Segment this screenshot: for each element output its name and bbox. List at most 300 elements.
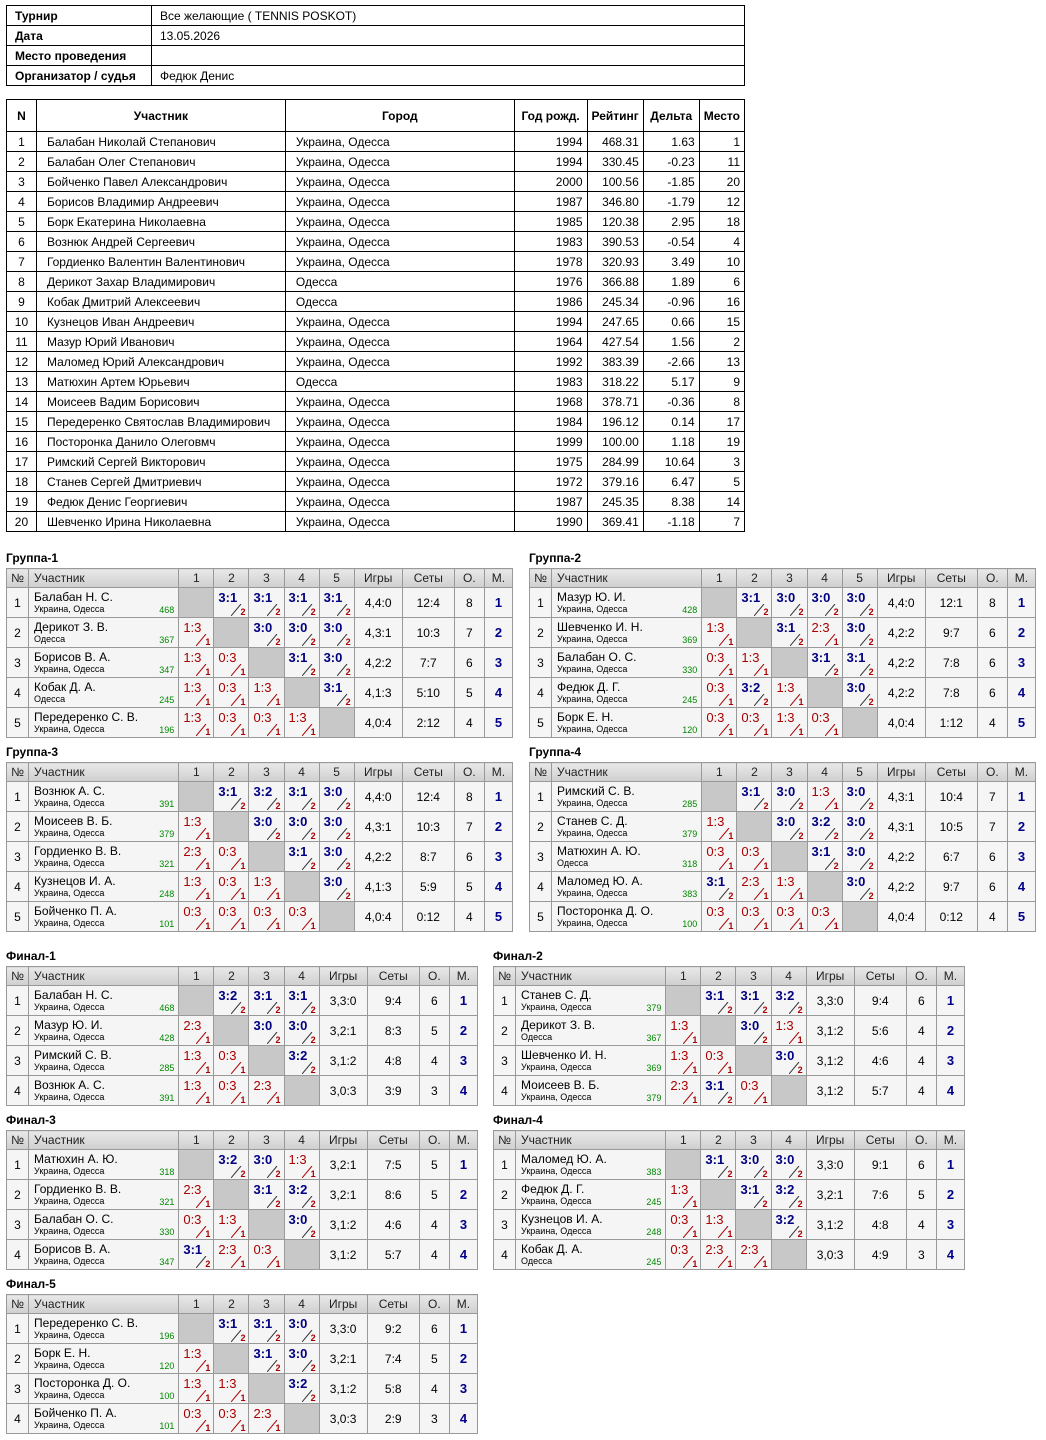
match-points: 1 [275, 1095, 281, 1105]
match-points: 2 [310, 831, 316, 841]
score-value: 1:3 [183, 620, 202, 635]
player-cell [552, 812, 702, 842]
player-name: Мазур Ю. И. [34, 1018, 103, 1032]
games-cell: 3,2:1 [319, 1150, 367, 1180]
games-cell: 4,0:4 [877, 902, 925, 932]
score-cell [737, 588, 772, 618]
points-cell: 7 [977, 782, 1007, 812]
players-cell: 20 [699, 172, 744, 192]
players-cell: 2 [7, 152, 37, 172]
info-row [7, 46, 745, 66]
score-cell [179, 1076, 214, 1106]
group-col-header: М. [1007, 569, 1035, 588]
player-city: Украина, Одесса [557, 724, 628, 734]
score-cell [284, 1374, 319, 1404]
games-cell: 3,1:2 [806, 1046, 854, 1076]
score-cell [807, 812, 842, 842]
row-number: 3 [530, 648, 552, 678]
score-cell [179, 902, 214, 932]
score-value: 1:3 [288, 1152, 307, 1167]
score-cell [771, 1150, 806, 1180]
games-cell: 4,0:4 [877, 708, 925, 738]
player-rating: 330 [159, 1227, 175, 1237]
player-name: Передеренко С. В. [34, 1316, 139, 1330]
player-name: Балабан О. С. [557, 650, 637, 664]
player-cell [29, 1046, 179, 1076]
sets-cell: 12:1 [925, 588, 977, 618]
match-points: 1 [798, 921, 804, 931]
group-title: Группа-4 [529, 745, 582, 759]
row-number: 4 [530, 872, 552, 902]
match-points: 1 [205, 1065, 211, 1075]
players-cell: Украина, Одесса [285, 492, 514, 512]
row-number: 4 [7, 678, 29, 708]
points-cell: 5 [419, 1016, 449, 1046]
group-col-header: М. [449, 1295, 477, 1314]
player-city: Украина, Одесса [34, 1256, 105, 1266]
table-row [7, 1076, 478, 1106]
players-cell: 468.31 [587, 132, 643, 152]
score-value: 1:3 [183, 650, 202, 665]
score-value: 3:0 [776, 590, 796, 605]
players-cell: 366.88 [587, 272, 643, 292]
score-value: 0:3 [811, 904, 830, 919]
score-cell [666, 1016, 701, 1046]
group-col-header: 3 [772, 763, 807, 782]
match-points: 1 [833, 637, 839, 647]
score-value: 3:0 [846, 680, 866, 695]
score-cell [179, 872, 214, 902]
group-col-header: Сеты [925, 763, 977, 782]
match-points: 1 [240, 697, 246, 707]
place-cell: 4 [484, 872, 512, 902]
group-title: Группа-2 [529, 551, 582, 565]
match-points: 2 [310, 1393, 316, 1403]
diagonal-cell [179, 986, 214, 1016]
diagonal-cell [319, 708, 354, 738]
match-points: 1 [205, 921, 211, 931]
group-col-header: Сеты [854, 967, 906, 986]
score-value: 1:3 [183, 1376, 202, 1391]
player-rating: 379 [159, 829, 175, 839]
row-number: 3 [7, 1210, 29, 1240]
score-cell [249, 1016, 284, 1046]
player-city: Украина, Одесса [34, 1360, 105, 1370]
table-row [7, 678, 513, 708]
score-cell [702, 842, 737, 872]
player-cell [516, 1046, 666, 1076]
score-cell [284, 1180, 319, 1210]
match-points: 2 [763, 801, 769, 811]
player-name: Гордиенко В. В. [34, 1182, 122, 1196]
score-value: 3:1 [288, 590, 308, 605]
players-cell: 1 [699, 132, 744, 152]
points-cell: 6 [419, 986, 449, 1016]
sets-cell: 1:12 [925, 708, 977, 738]
place-cell: 3 [936, 1046, 964, 1076]
diagonal-cell [214, 812, 249, 842]
score-value: 1:3 [811, 784, 830, 799]
player-cell [516, 1016, 666, 1046]
score-value: 3:0 [323, 844, 343, 859]
score-cell [214, 1076, 249, 1106]
table-row [494, 1016, 965, 1046]
players-cell: 14 [699, 492, 744, 512]
score-cell [249, 678, 284, 708]
players-cell: 1972 [514, 472, 587, 492]
match-points: 2 [310, 607, 316, 617]
place-cell: 2 [484, 812, 512, 842]
games-cell: 3,2:1 [319, 1344, 367, 1374]
players-cell: 7 [7, 252, 37, 272]
player-cell [552, 842, 702, 872]
player-city: Украина, Одесса [557, 828, 628, 838]
group-col-header: 5 [842, 569, 877, 588]
games-cell: 4,0:4 [354, 902, 402, 932]
score-cell [214, 1374, 249, 1404]
score-value: 3:1 [323, 590, 343, 605]
diagonal-cell [319, 902, 354, 932]
player-city: Украина, Одесса [557, 664, 628, 674]
sets-cell: 7:4 [367, 1344, 419, 1374]
points-cell: 6 [454, 842, 484, 872]
players-cell: -0.54 [643, 232, 699, 252]
player-name: Балабан Н. С. [34, 590, 113, 604]
players-cell: -0.23 [643, 152, 699, 172]
players-cell: Украина, Одесса [285, 132, 514, 152]
score-cell [666, 1046, 701, 1076]
group-title: Группа-3 [6, 745, 59, 759]
table-row [7, 1016, 478, 1046]
score-cell [807, 782, 842, 812]
games-cell: 3,1:2 [806, 1210, 854, 1240]
match-points: 2 [833, 667, 839, 677]
table-row [494, 1046, 965, 1076]
match-points: 2 [240, 801, 246, 811]
score-value: 0:3 [183, 1212, 202, 1227]
score-value: 0:3 [741, 904, 760, 919]
player-cell [516, 1180, 666, 1210]
score-value: 0:3 [253, 904, 272, 919]
points-cell: 3 [419, 1076, 449, 1106]
group-col-header: 4 [284, 967, 319, 986]
score-value: 3:1 [776, 620, 796, 635]
group-col-header: 2 [214, 569, 249, 588]
points-cell: 6 [977, 618, 1007, 648]
player-city: Украина, Одесса [34, 1330, 105, 1340]
sets-cell: 5:7 [367, 1240, 419, 1270]
games-cell: 3,2:1 [319, 1180, 367, 1210]
player-rating: 101 [159, 919, 175, 929]
players-cell: 3 [699, 452, 744, 472]
match-points: 1 [763, 727, 769, 737]
row-number: 3 [7, 842, 29, 872]
score-cell [771, 1016, 806, 1046]
group-col-header: Участник [29, 763, 179, 782]
group-col-header: О. [977, 569, 1007, 588]
table-row [7, 1180, 478, 1210]
players-cell: Посторонка Данило Олеговмч [36, 432, 285, 452]
row-number: 2 [7, 812, 29, 842]
group-col-header: Участник [516, 1131, 666, 1150]
score-value: 3:0 [323, 620, 343, 635]
points-cell: 6 [977, 872, 1007, 902]
games-cell: 3,3:0 [319, 1314, 367, 1344]
score-cell [214, 872, 249, 902]
match-points: 1 [692, 1259, 698, 1269]
player-name: Передеренко С. В. [34, 710, 139, 724]
info-label: Организатор / судья [7, 66, 152, 86]
score-cell [284, 1150, 319, 1180]
players-cell: 383.39 [587, 352, 643, 372]
score-value: 1:3 [253, 680, 272, 695]
games-cell: 3,2:1 [806, 1180, 854, 1210]
score-cell [284, 1210, 319, 1240]
table-row [7, 1210, 478, 1240]
score-value: 1:3 [183, 1346, 202, 1361]
table-row [7, 1374, 478, 1404]
score-cell [701, 1046, 736, 1076]
match-points: 1 [763, 921, 769, 931]
score-cell [702, 678, 737, 708]
row-number: 3 [7, 1046, 29, 1076]
score-cell [772, 618, 807, 648]
place-cell: 1 [1007, 782, 1035, 812]
games-cell: 3,3:0 [319, 986, 367, 1016]
group-col-header: 2 [701, 967, 736, 986]
table-row [7, 1314, 478, 1344]
place-cell: 1 [449, 986, 477, 1016]
games-cell: 3,3:0 [806, 1150, 854, 1180]
score-value: 3:0 [253, 1152, 273, 1167]
score-cell [179, 618, 214, 648]
score-value: 1:3 [253, 874, 272, 889]
group-col-header: 4 [807, 569, 842, 588]
score-cell [284, 902, 319, 932]
players-cell: 6 [7, 232, 37, 252]
sets-cell: 7:6 [854, 1180, 906, 1210]
row-number: 3 [530, 842, 552, 872]
match-points: 1 [798, 727, 804, 737]
player-rating: 196 [159, 725, 175, 735]
group-col-header: 2 [737, 763, 772, 782]
players-cell: 100.56 [587, 172, 643, 192]
player-city: Украина, Одесса [34, 1226, 105, 1236]
score-cell [214, 648, 249, 678]
score-value: 0:3 [706, 680, 725, 695]
players-cell: 16 [7, 432, 37, 452]
row-number: 1 [7, 782, 29, 812]
match-points: 1 [798, 697, 804, 707]
games-cell: 3,1:2 [319, 1046, 367, 1076]
group-col-header: М. [484, 569, 512, 588]
player-name: Матюхин А. Ю. [557, 844, 641, 858]
group-col-header: Игры [354, 569, 402, 588]
players-col-header: Год рожд. [514, 100, 587, 132]
player-rating: 391 [159, 1093, 175, 1103]
score-value: 2:3 [218, 1242, 237, 1257]
players-cell: Украина, Одесса [285, 332, 514, 352]
players-cell: 1994 [514, 152, 587, 172]
group-col-header: Сеты [367, 1295, 419, 1314]
score-cell [736, 1016, 771, 1046]
group-col-header: Участник [552, 763, 702, 782]
row-number: 4 [7, 1404, 29, 1434]
row-number: 4 [494, 1240, 516, 1270]
games-cell: 4,2:2 [877, 648, 925, 678]
score-value: 0:3 [218, 1078, 237, 1093]
players-cell: 378.71 [587, 392, 643, 412]
place-cell: 4 [1007, 872, 1035, 902]
match-points: 2 [868, 697, 874, 707]
players-cell: 7 [699, 512, 744, 532]
score-value: 3:0 [288, 814, 308, 829]
score-cell [771, 1046, 806, 1076]
players-cell: -0.96 [643, 292, 699, 312]
player-name: Бойченко П. А. [34, 1406, 117, 1420]
place-cell: 4 [484, 678, 512, 708]
score-value: 0:3 [218, 680, 237, 695]
table-row [7, 902, 513, 932]
match-points: 1 [205, 697, 211, 707]
score-value: 3:2 [218, 1152, 238, 1167]
match-points: 2 [763, 697, 769, 707]
player-rating: 100 [682, 919, 698, 929]
match-points: 1 [275, 891, 281, 901]
score-cell [772, 812, 807, 842]
player-city: Украина, Одесса [34, 1092, 105, 1102]
match-points: 2 [727, 1095, 733, 1105]
score-value: 3:1 [253, 1346, 273, 1361]
player-rating: 245 [682, 695, 698, 705]
player-cell [29, 648, 179, 678]
score-value: 0:3 [705, 1048, 724, 1063]
players-cell: Украина, Одесса [285, 472, 514, 492]
games-cell: 4,4:0 [354, 782, 402, 812]
score-value: 1:3 [776, 874, 795, 889]
score-value: 1:3 [670, 1048, 689, 1063]
info-row [7, 66, 745, 86]
row-number: 3 [494, 1046, 516, 1076]
players-cell: 12 [7, 352, 37, 372]
match-points: 2 [310, 667, 316, 677]
sets-cell: 0:12 [402, 902, 454, 932]
row-number: 4 [530, 678, 552, 708]
place-cell: 2 [936, 1180, 964, 1210]
group-header-row [7, 569, 513, 588]
games-cell: 4,2:2 [877, 842, 925, 872]
points-cell: 6 [977, 842, 1007, 872]
score-cell [319, 842, 354, 872]
sets-cell: 5:10 [402, 678, 454, 708]
games-cell: 3,0:3 [806, 1240, 854, 1270]
score-cell [214, 1404, 249, 1434]
player-name: Борисов В. А. [34, 650, 111, 664]
players-cell: 11 [7, 332, 37, 352]
diagonal-cell [701, 1016, 736, 1046]
match-points: 2 [240, 1333, 246, 1343]
player-cell [552, 902, 702, 932]
players-col-header: Город [285, 100, 514, 132]
players-cell: 17 [7, 452, 37, 472]
score-value: 3:0 [846, 874, 866, 889]
score-cell [702, 902, 737, 932]
score-cell [319, 648, 354, 678]
match-points: 2 [762, 1199, 768, 1209]
games-cell: 4,4:0 [877, 588, 925, 618]
group-col-header: Сеты [402, 763, 454, 782]
group-col-header: 1 [179, 967, 214, 986]
match-points: 2 [727, 1169, 733, 1179]
table-row [7, 782, 513, 812]
match-points: 1 [240, 861, 246, 871]
score-cell [214, 1210, 249, 1240]
player-rating: 248 [646, 1227, 662, 1237]
score-value: 3:1 [811, 650, 831, 665]
players-cell: -0.36 [643, 392, 699, 412]
score-cell [772, 678, 807, 708]
group-col-header: Игры [319, 1131, 367, 1150]
match-points: 2 [310, 1199, 316, 1209]
score-value: 0:3 [218, 650, 237, 665]
players-cell: 15 [7, 412, 37, 432]
score-value: 0:3 [740, 1078, 759, 1093]
players-cell: 2000 [514, 172, 587, 192]
players-cell: Дерикот Захар Владимирович [36, 272, 285, 292]
group-table [529, 762, 1036, 932]
players-cell: 10 [699, 252, 744, 272]
table-row [494, 1180, 965, 1210]
group-col-header: Сеты [367, 967, 419, 986]
place-cell: 4 [936, 1076, 964, 1106]
score-cell [249, 812, 284, 842]
match-points: 2 [797, 1005, 803, 1015]
match-points: 1 [728, 921, 734, 931]
group-header-row [7, 1295, 478, 1314]
players-cell: 196.12 [587, 412, 643, 432]
score-value: 3:0 [846, 620, 866, 635]
group-col-header: Участник [29, 1295, 179, 1314]
match-points: 2 [868, 607, 874, 617]
players-cell: 16 [699, 292, 744, 312]
match-points: 1 [692, 1035, 698, 1045]
group-col-header: № [7, 763, 29, 782]
table-row [7, 292, 745, 312]
score-cell [807, 588, 842, 618]
match-points: 1 [762, 1095, 768, 1105]
table-row [7, 412, 745, 432]
points-cell: 7 [454, 812, 484, 842]
match-points: 2 [345, 891, 351, 901]
score-value: 0:3 [706, 904, 725, 919]
score-cell [179, 1404, 214, 1434]
score-value: 0:3 [670, 1212, 689, 1227]
match-points: 1 [275, 697, 281, 707]
players-cell: Борк Екатерина Николаевна [36, 212, 285, 232]
player-name: Шевченко И. Н. [521, 1048, 607, 1062]
score-value: 1:3 [741, 650, 760, 665]
players-cell: 1.89 [643, 272, 699, 292]
diagonal-cell [214, 618, 249, 648]
match-points: 2 [868, 831, 874, 841]
player-name: Моисеев В. Б. [34, 814, 113, 828]
row-number: 2 [7, 618, 29, 648]
group-col-header: О. [977, 763, 1007, 782]
table-row [7, 512, 745, 532]
row-number: 3 [7, 1374, 29, 1404]
match-points: 2 [798, 831, 804, 841]
sets-cell: 6:7 [925, 842, 977, 872]
